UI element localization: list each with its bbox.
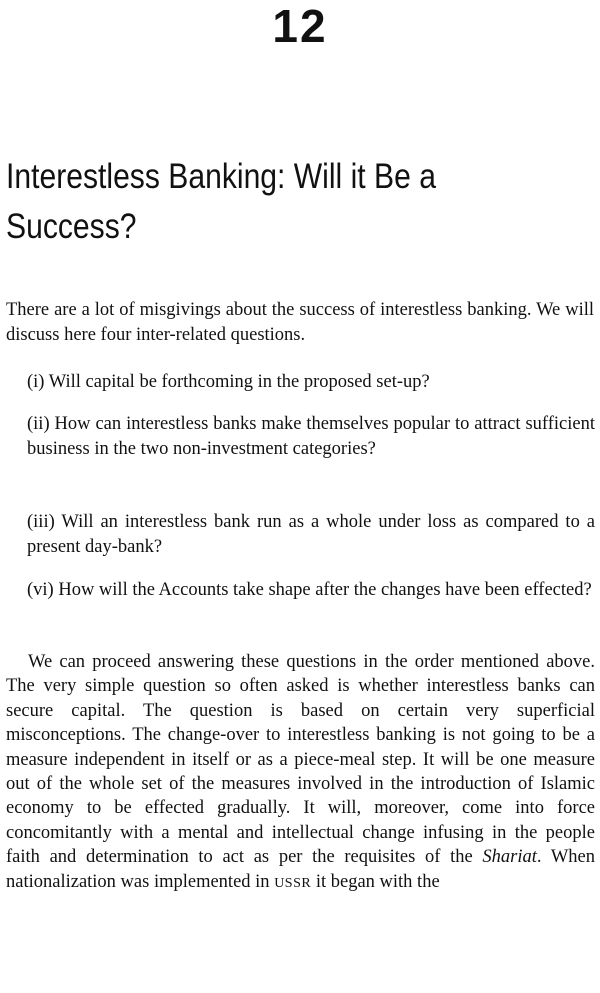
body-text-part-2: . When nationalization was implemented in: [6, 847, 596, 892]
question-item-2: (ii) How can interestless banks make themselves popular to attract sufficient business in the two non-investment categories?: [27, 414, 595, 459]
question-item-1: (i) Will capital be forthcoming in the proposed set-up?: [27, 372, 430, 392]
body-text-part-1: We can proceed answering these questions in the order mentioned above. The very simple question so often asked is whether interestless banks can secure capital. The question is based on certain very superficial misconceptions. The change-over to interestless banking is not going to be a measure independent in itself or as a piece-meal step. It will be one measure out of the whole set of the measures involved in the introduction of Islamic economy to be effected gradually. It will, moreover, come into force concomitantly with a mental and intellectual change infusing in the people faith and determination to act as per the requisites of the: [6, 652, 595, 868]
chapter-title-line-1: Interestless Banking: Will it Be a: [6, 157, 436, 196]
italic-term: Shariat: [482, 847, 537, 868]
chapter-title-line-2: Success?: [6, 207, 137, 246]
question-item-3: (iii) Will an interestless bank run as a whole under loss as compared to a present day-bank?: [27, 512, 595, 557]
body-paragraph: [6, 650, 595, 896]
body-text-part-3: it began with the: [311, 871, 440, 892]
smallcaps-term: USSR: [274, 875, 312, 891]
chapter-number: 12: [272, 0, 328, 52]
question-item-4: (vi) How will the Accounts take shape after the changes have been effected?: [27, 580, 592, 600]
chapter-title: [6, 152, 582, 252]
intro-paragraph: There are a lot of misgivings about the success of interestless banking. We will discuss here four inter-related questions.: [6, 300, 594, 345]
